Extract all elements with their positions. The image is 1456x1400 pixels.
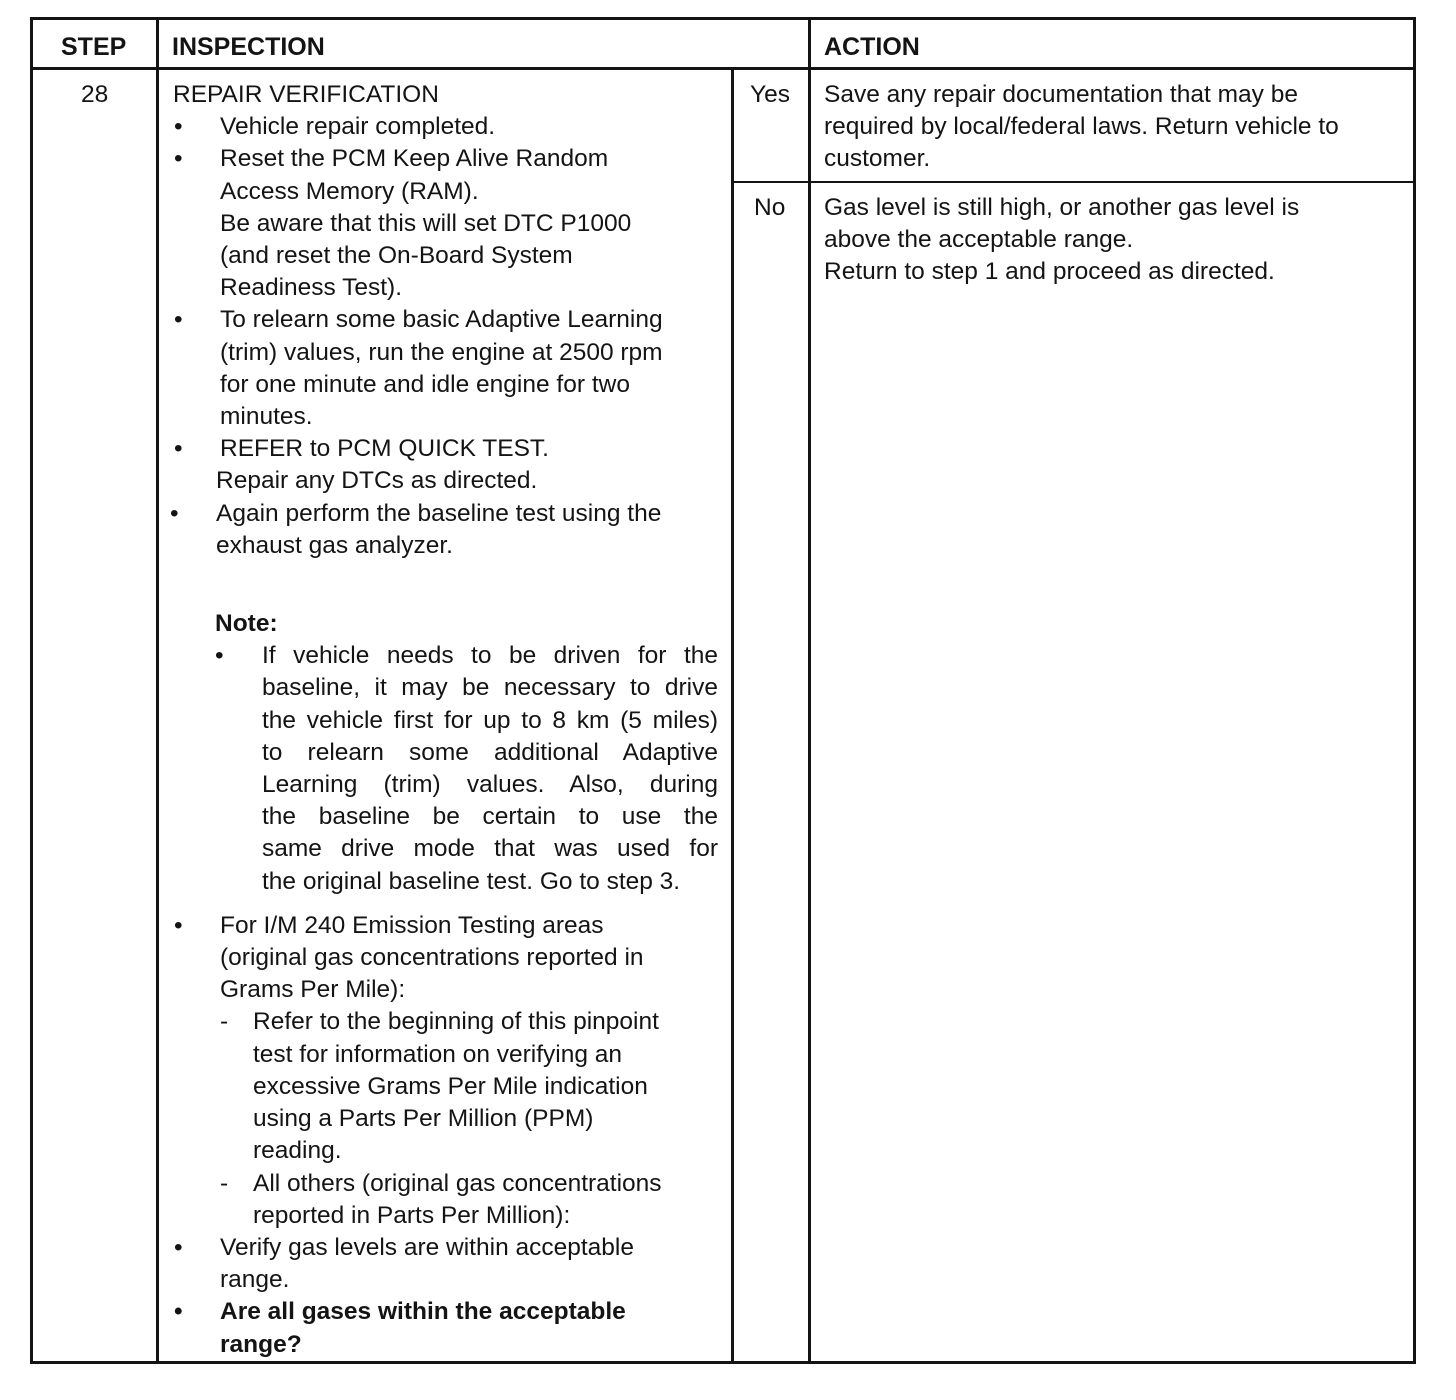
sub-item-line: test for information on verifying an	[253, 1040, 623, 1068]
note-item	[215, 640, 718, 898]
action-line: Save any repair documentation that may be	[824, 81, 1298, 108]
bullet-icon: •	[174, 306, 183, 334]
item-line: Access Memory (RAM).	[220, 177, 479, 205]
item-line: Verify gas levels are within acceptable	[220, 1233, 634, 1261]
item-line: Be aware that this will set DTC P1000	[220, 209, 632, 237]
sub-item-line: reading.	[253, 1137, 342, 1165]
note-block	[173, 608, 723, 898]
list-item	[173, 433, 723, 465]
sub-list-item	[173, 1168, 723, 1232]
list-item	[173, 304, 723, 433]
spacer	[173, 898, 723, 910]
item-line: Reset the PCM Keep Alive Random	[220, 145, 609, 173]
sub-item-line: reported in Parts Per Million):	[253, 1201, 571, 1229]
note-line: the vehicle first for up to 8 km (5 miles)	[262, 706, 718, 734]
answer-yes: Yes	[750, 81, 790, 108]
item-line: (trim) values, run the engine at 2500 rpm	[220, 338, 663, 366]
list-item	[173, 910, 723, 1007]
sub-item-line: excessive Grams Per Mile indication	[253, 1072, 648, 1100]
yes-no-divider	[734, 181, 1413, 183]
item-line: Repair any DTCs as directed.	[216, 467, 538, 495]
note-line: Learning (trim) values. Also, during	[262, 771, 718, 799]
sub-item-line: All others (original gas concentrations	[253, 1169, 662, 1197]
header-divider	[33, 67, 1413, 70]
bullet-icon: •	[174, 145, 183, 173]
dash-icon: -	[220, 1008, 229, 1036]
list-item	[173, 1232, 723, 1296]
sub-item-line: Refer to the beginning of this pinpoint	[253, 1008, 659, 1036]
item-line: (original gas concentrations reported in	[220, 944, 644, 972]
inspection-table	[30, 17, 1416, 1364]
note-title: Note:	[215, 610, 278, 638]
list-item-continuation	[173, 465, 723, 497]
bullet-icon: •	[174, 113, 183, 141]
action-yes	[824, 79, 1409, 176]
item-line: exhaust gas analyzer.	[216, 531, 453, 559]
note-line: the original baseline test. Go to step 3.	[262, 867, 681, 895]
inspection-title: REPAIR VERIFICATION	[173, 81, 439, 108]
list-item	[173, 111, 723, 143]
item-line: (and reset the On-Board System	[220, 242, 573, 270]
action-line: Return to step 1 and proceed as directed.	[824, 258, 1275, 286]
question-line: Are all gases within the acceptable	[220, 1298, 626, 1326]
header-inspection: INSPECTION	[172, 33, 325, 61]
note-line: to relearn some additional Adaptive	[262, 738, 718, 766]
item-line: minutes.	[220, 403, 313, 431]
bullet-icon: •	[174, 1233, 183, 1261]
inspection-content	[170, 79, 723, 1361]
answer-no: No	[754, 194, 786, 221]
note-line: If vehicle needs to be driven for the	[262, 642, 718, 670]
note-line: the baseline be certain to use the	[262, 803, 718, 831]
item-line: For I/M 240 Emission Testing areas	[220, 911, 604, 939]
dash-icon: -	[220, 1169, 229, 1197]
header-step: STEP	[61, 33, 127, 61]
bullet-icon: •	[174, 911, 183, 939]
question-line: range?	[220, 1330, 302, 1358]
header-action: ACTION	[824, 33, 920, 61]
action-no	[824, 192, 1409, 289]
action-column-divider	[808, 20, 811, 1361]
action-line: customer.	[824, 145, 931, 173]
item-line: Vehicle repair completed.	[220, 113, 496, 141]
bullet-icon: •	[170, 499, 179, 527]
note-line: same drive mode that was used for	[262, 835, 718, 863]
item-line: range.	[220, 1266, 290, 1294]
bullet-icon: •	[174, 1298, 183, 1326]
action-line: above the acceptable range.	[824, 226, 1134, 254]
item-line: Readiness Test).	[220, 274, 403, 302]
step-column-divider	[156, 20, 159, 1361]
step-number: 28	[81, 81, 109, 108]
bullet-icon: •	[174, 435, 183, 463]
list-item	[170, 498, 723, 562]
item-line: To relearn some basic Adaptive Learning	[220, 306, 663, 334]
list-item	[173, 143, 723, 304]
item-line: for one minute and idle engine for two	[220, 370, 630, 398]
item-line: Grams Per Mile):	[220, 976, 406, 1004]
answer-column-divider-left	[731, 69, 734, 1361]
sub-list-item	[173, 1006, 723, 1167]
sub-item-line: using a Parts Per Million (PPM)	[253, 1105, 594, 1133]
bullet-icon: •	[215, 642, 224, 670]
item-line: Again perform the baseline test using the	[216, 499, 662, 527]
note-line: baseline, it may be necessary to drive	[262, 674, 718, 702]
action-line: Gas level is still high, or another gas level is	[824, 194, 1300, 221]
action-line: required by local/federal laws. Return vehicle to	[824, 113, 1339, 141]
question-item	[173, 1296, 723, 1360]
item-line: REFER to PCM QUICK TEST.	[220, 435, 549, 463]
